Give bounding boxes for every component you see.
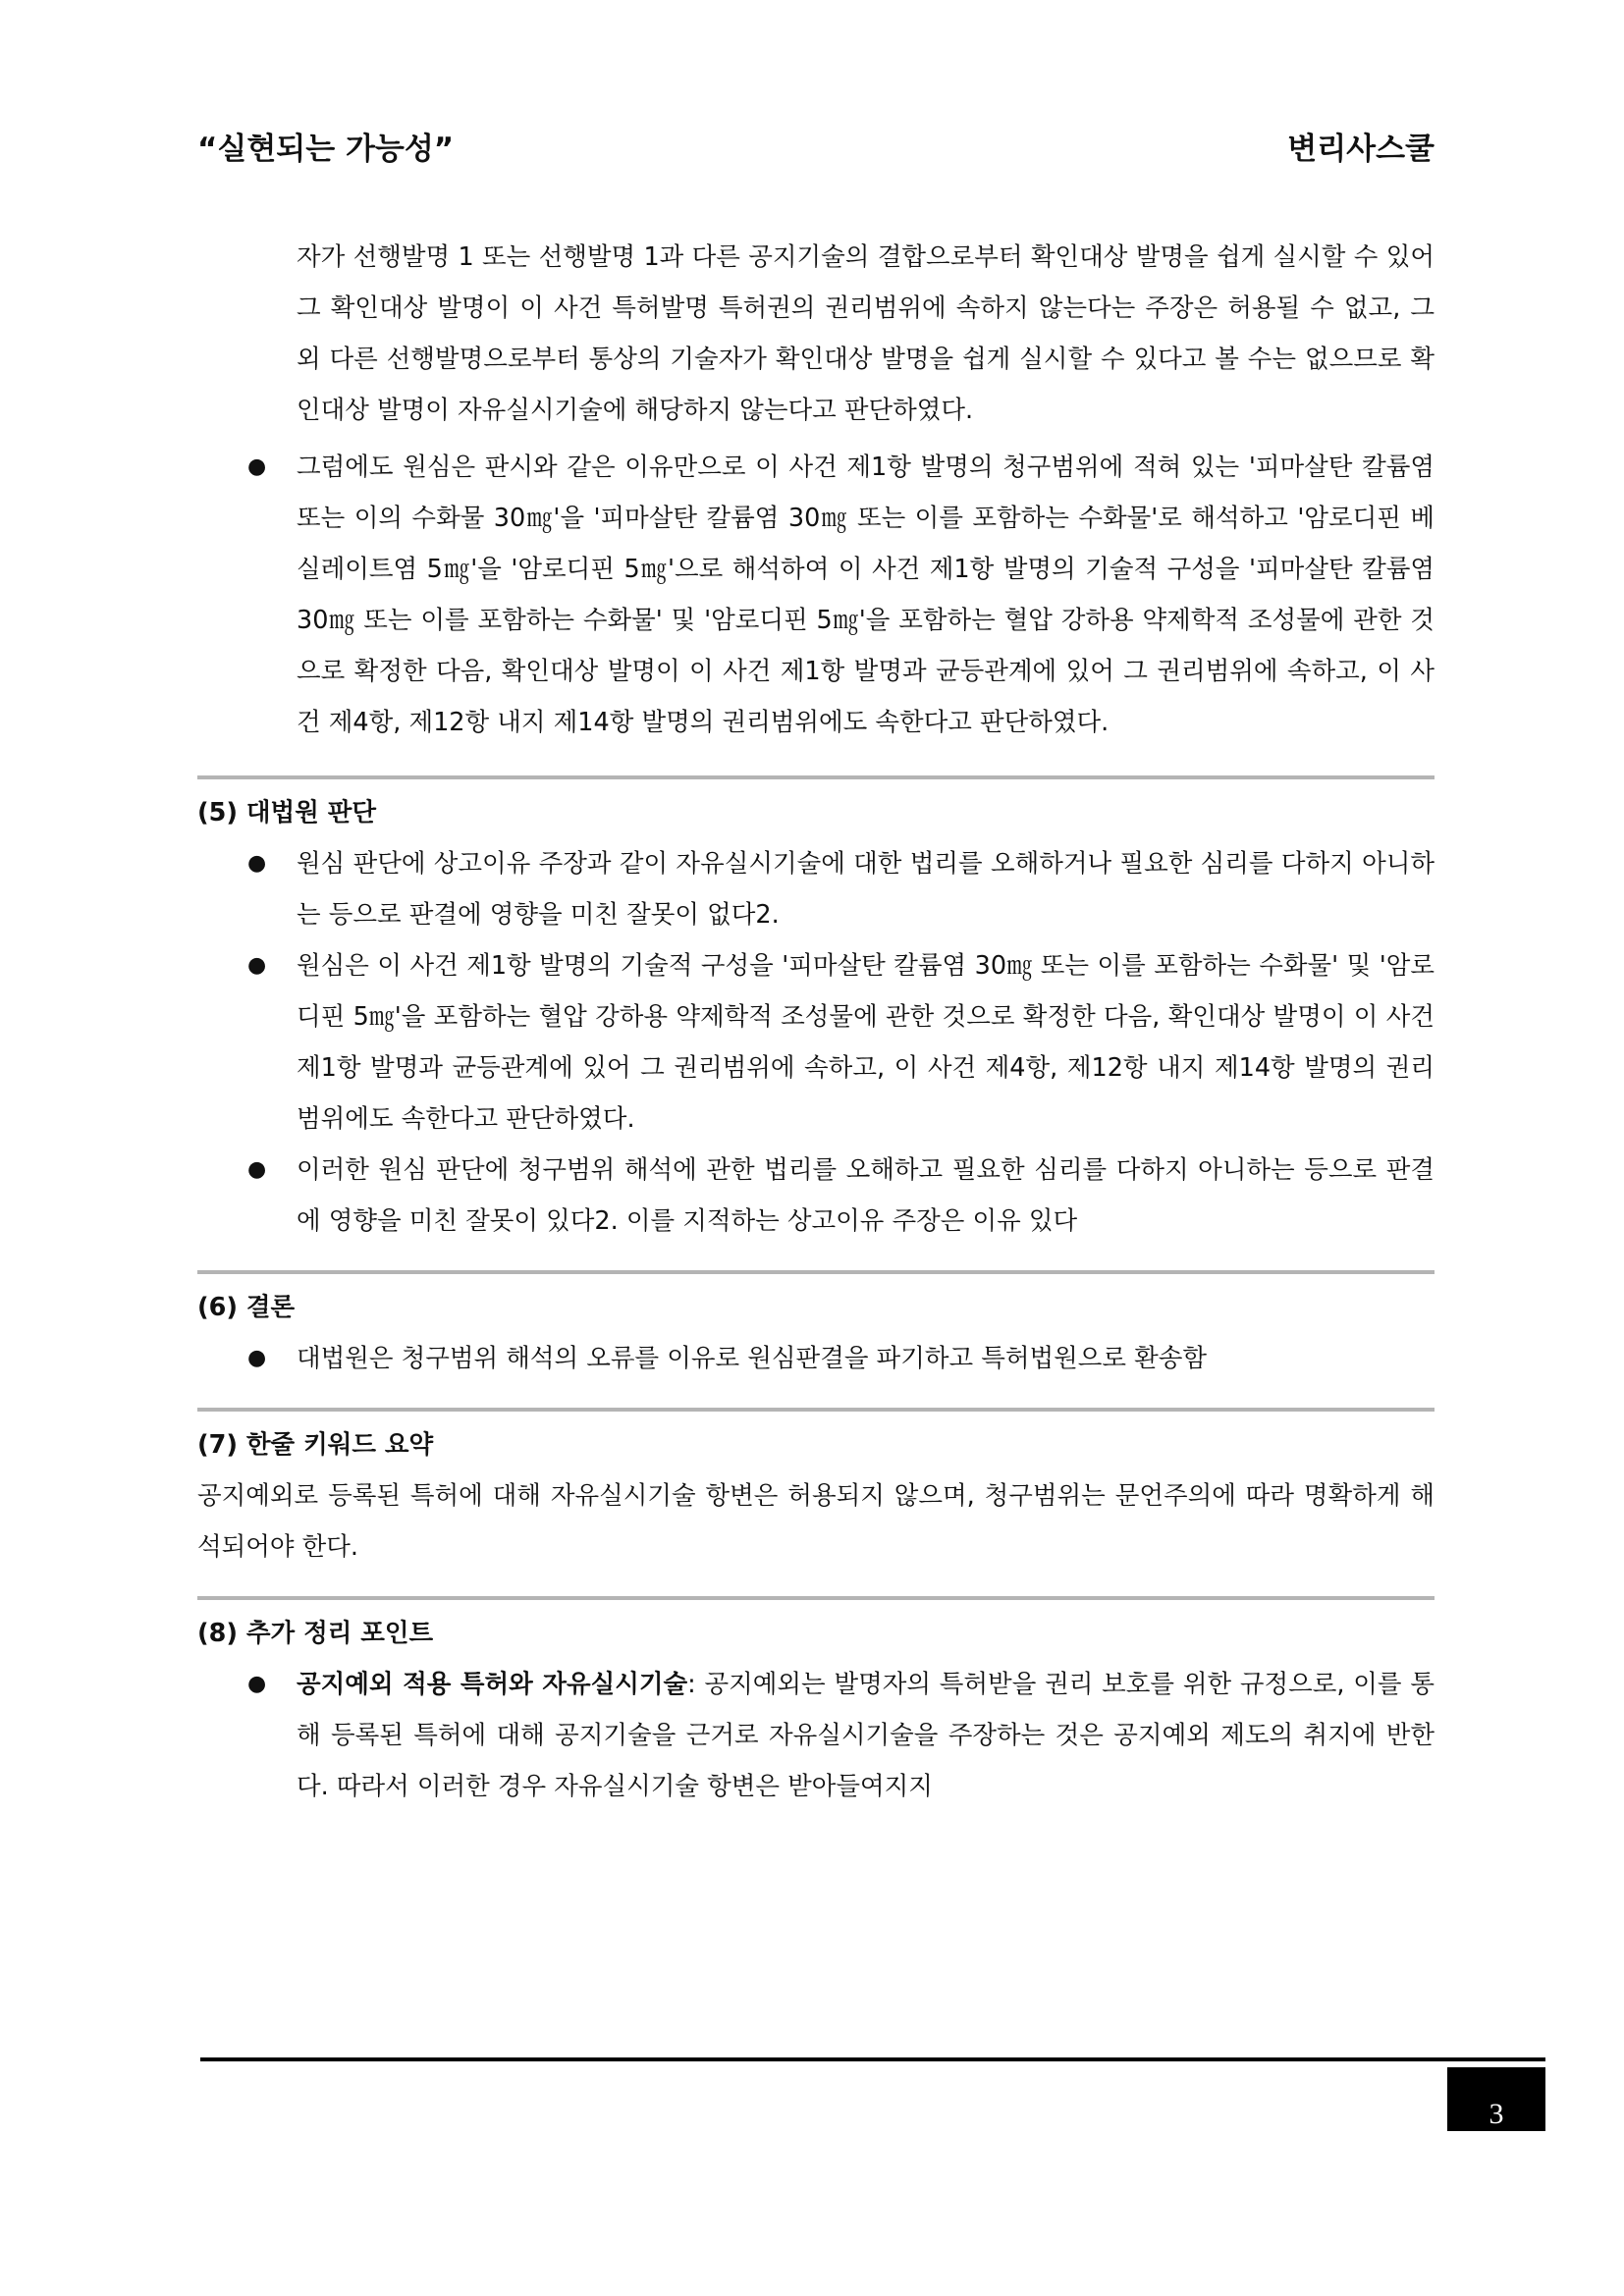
list-item (247, 838, 1435, 940)
section-title-keyword-summary: (7) 한줄 키워드 요약 (197, 1430, 434, 1460)
bullet-icon: ● (247, 851, 267, 876)
bullet-icon: ● (247, 1157, 267, 1182)
list-item (247, 442, 1435, 748)
page-number: 3 (1489, 2098, 1504, 2130)
bullet-text: 원심 판단에 상고이유 주장과 같이 자유실시기술에 대한 법리를 오해하거나 필요한 심리를 다하지 아니하는 등으로 판결에 영향을 미친 잘못이 없다2. (297, 849, 1435, 930)
list-item (247, 1145, 1435, 1247)
bullet-icon: ● (247, 454, 267, 479)
keyword-summary-paragraph: 공지예외로 등록된 특허에 대해 자유실시기술 항변은 허용되지 않으며, 청구범위는 문언주의에 따라 명확하게 해석되어야 한다. (197, 1481, 1435, 1562)
bullet-text: 이러한 원심 판단에 청구범위 해석에 관한 법리를 오해하고 필요한 심리를 다하지 아니하는 등으로 판결에 영향을 미친 잘못이 있다2. 이를 지적하는 상고이유 주장은 이유 있다 (297, 1155, 1435, 1236)
page-header (197, 124, 1435, 168)
bullet-icon: ● (247, 1672, 267, 1696)
list-item (247, 1333, 1435, 1384)
footer-rule (200, 2057, 1545, 2061)
additional-points-bullet-list (197, 1659, 1435, 1812)
document-body (197, 232, 1435, 1812)
list-item (247, 1659, 1435, 1812)
bullet-text: : 공지예외는 발명자의 특허받을 권리 보호를 위한 규정으로, 이를 통해 등록된 특허에 대해 공지기술을 근거로 자유실시기술을 주장하는 것은 공지예외 제도의 취지에 반한다. 따라서 이러한 경우 자유실시기술 항변은 받아들여지지 (297, 1670, 1435, 1801)
bullet-text: 대법원은 청구범위 해석의 오류를 이유로 원심판결을 파기하고 특허법원으로 환송함 (297, 1344, 1208, 1373)
section-title-supreme-court: (5) 대법원 판단 (197, 798, 376, 828)
intro-paragraph: 자가 선행발명 1 또는 선행발명 1과 다른 공지기술의 결합으로부터 확인대상 발명을 쉽게 실시할 수 있어 그 확인대상 발명이 이 사건 특허발명 특허권의 권리범위에 속하지 않는다는 주장은 허용될 수 없고, 그 외 다른 선행발명으로부터 통상의 기술자가 확인대상 발명을 쉽게 실시할 수 있다고 볼 수는 없으므로 확인대상 발명이 자유실시기술에 해당하지 않는다고 판단하였다. (297, 242, 1435, 425)
header-title-left: “실현되는 가능성” (197, 132, 455, 167)
list-item (247, 940, 1435, 1145)
bullet-text: 그럼에도 원심은 판시와 같은 이유만으로 이 사건 제1항 발명의 청구범위에 적혀 있는 '피마살탄 칼륨염 또는 이의 수화물 30㎎'을 '피마살탄 칼륨염 30㎎ 또는 이를 포함하는 수화물'로 해석하고 '암로디핀 베실레이트염 5㎎'을 '암로디핀 5㎎'으로 해석하여 이 사건 제1항 발명의 기술적 구성을 '피마살탄 칼륨염 30㎎ 또는 이를 포함하는 수화물' 및 '암로디핀 5㎎'을 포함하는 혈압 강하용 약제학적 조성물에 관한 것으로 확정한 다음, 확인대상 발명이 이 사건 제1항 발명과 균등관계에 있어 그 권리범위에 속하고, 이 사건 제4항, 제12항 내지 제14항 발명의 권리범위에도 속한다고 판단하였다. (297, 453, 1435, 737)
bullet-bold-lead: 공지예외 적용 특허와 자유실시기술 (297, 1670, 688, 1699)
bullet-text: 원심은 이 사건 제1항 발명의 기술적 구성을 '피마살탄 칼륨염 30㎎ 또는 이를 포함하는 수화물' 및 '암로디핀 5㎎'을 포함하는 혈압 강하용 약제학적 조성물에 관한 것으로 확정한 다음, 확인대상 발명이 이 사건 제1항 발명과 균등관계에 있어 그 권리범위에 속하고, 이 사건 제4항, 제12항 내지 제14항 발명의 권리범위에도 속한다고 판단하였다. (297, 951, 1435, 1134)
supreme-court-bullet-list (197, 838, 1435, 1247)
section-divider (197, 1596, 1435, 1600)
section-divider (197, 1270, 1435, 1274)
section-divider (197, 1408, 1435, 1412)
section-divider (197, 775, 1435, 779)
bullet-icon: ● (247, 953, 267, 978)
section-title-additional-points: (8) 추가 정리 포인트 (197, 1619, 434, 1648)
bullet-icon: ● (247, 1346, 267, 1370)
intro-bullet-list (197, 442, 1435, 748)
page-number-box (1447, 2067, 1545, 2131)
header-title-right: 변리사스쿨 (1287, 132, 1435, 167)
conclusion-bullet-list (197, 1333, 1435, 1384)
section-title-conclusion: (6) 결론 (197, 1293, 296, 1322)
